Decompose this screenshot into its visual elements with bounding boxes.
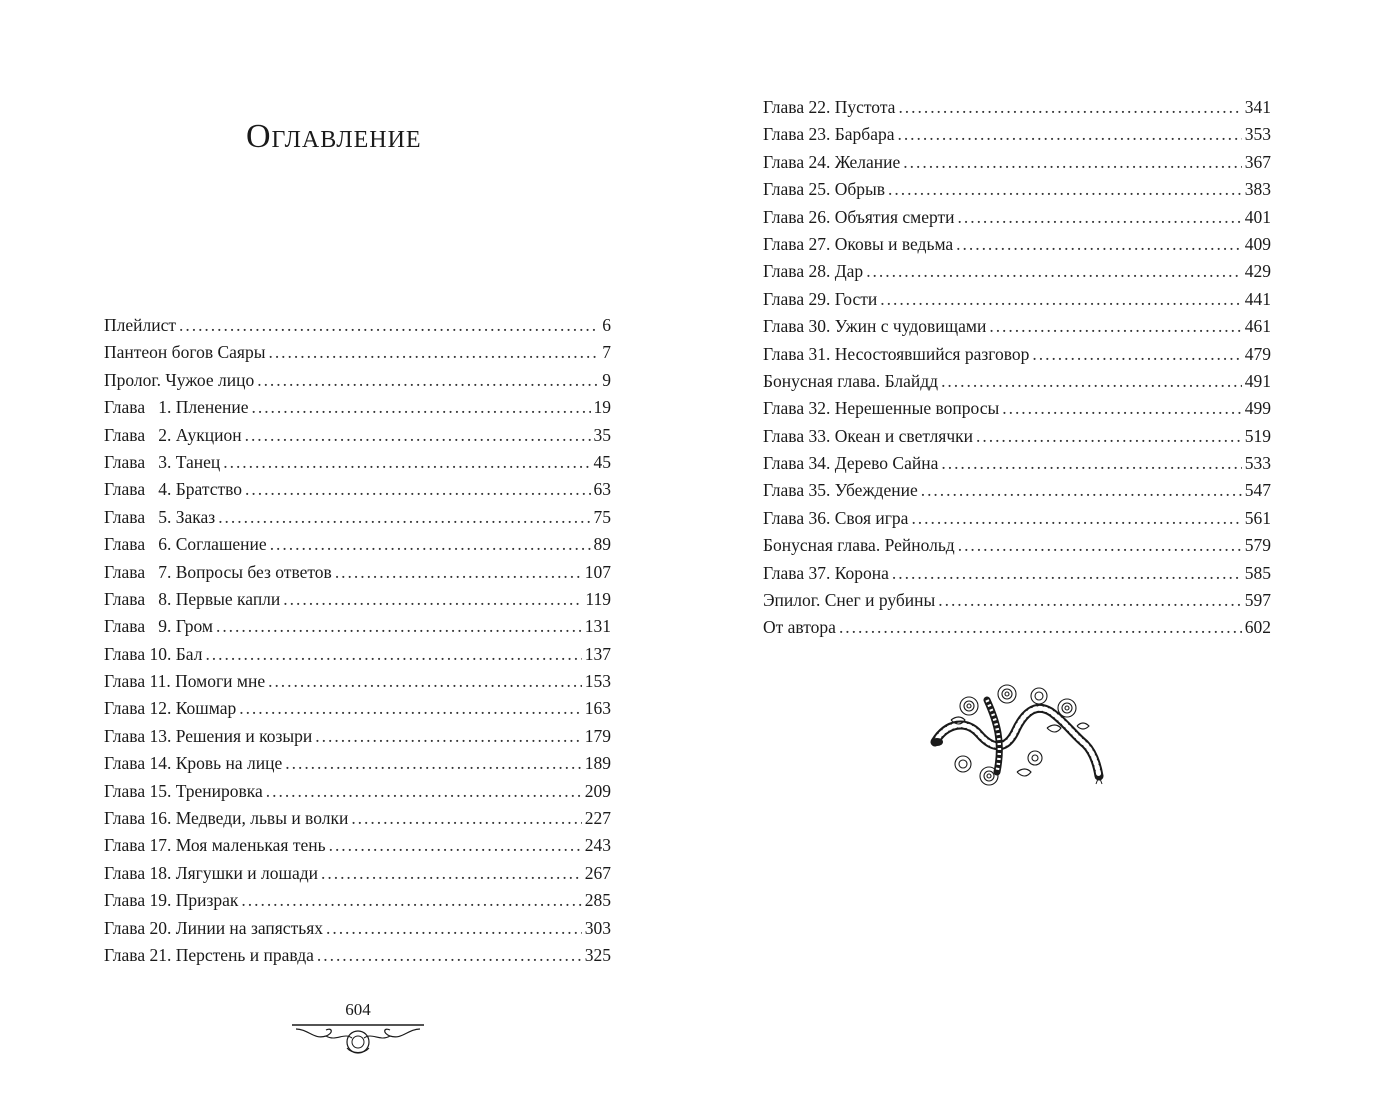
toc-entry-page: 89 <box>593 534 611 555</box>
toc-entry-page: 19 <box>593 397 611 418</box>
toc-entry-page: 45 <box>593 451 611 472</box>
toc-entry-title: Глава 28. Дар <box>763 261 864 282</box>
toc-entry <box>104 586 611 613</box>
toc-entry-title: Глава 30. Ужин с чудовищами <box>763 316 987 337</box>
toc-entry-page: 107 <box>584 561 611 582</box>
toc-entry <box>763 341 1271 368</box>
dot-leader <box>903 149 1241 176</box>
toc-entry-title: Глава 24. Желание <box>763 151 901 172</box>
toc-entry-page: 341 <box>1244 97 1271 117</box>
toc-entry <box>763 231 1271 258</box>
toc-entry-title: Глава 33. Океан и светлячки <box>763 425 974 446</box>
toc-entry-title: Глава 23. Барбара <box>763 124 895 145</box>
dot-leader <box>329 832 582 859</box>
toc-entry <box>104 394 611 421</box>
dot-leader <box>179 312 599 339</box>
dot-leader <box>268 339 599 366</box>
toc-entry-page: 137 <box>584 643 611 664</box>
toc-entry <box>104 805 611 832</box>
toc-entry-title: Глава 22. Пустота <box>763 97 896 117</box>
dot-leader <box>888 176 1242 203</box>
toc-entry-page: 491 <box>1244 370 1271 391</box>
toc-entry-title: От автора <box>763 617 836 638</box>
toc-entry-page: 209 <box>584 780 611 801</box>
toc-entry-title: Глава 8. Первые капли <box>104 588 281 609</box>
toc-entry-title: Глава 17. Моя маленькая тень <box>104 835 326 856</box>
toc-entry-page: 367 <box>1244 151 1271 172</box>
toc-entry <box>104 723 611 750</box>
dot-leader <box>285 750 581 777</box>
toc-entry-page: 285 <box>584 890 611 911</box>
toc-entry <box>763 587 1271 614</box>
toc-entry-title: Пролог. Чужое лицо <box>104 369 255 390</box>
toc-entry <box>104 832 611 859</box>
toc-entry <box>763 368 1271 395</box>
dot-leader <box>239 695 582 722</box>
toc-entry <box>104 422 611 449</box>
toc-entry-page: 325 <box>584 944 611 965</box>
dot-leader <box>989 313 1241 340</box>
dot-leader <box>958 204 1242 231</box>
toc-entry-title: Глава 6. Соглашение <box>104 534 267 555</box>
toc-entry-title: Глава 19. Призрак <box>104 890 239 911</box>
toc-entry-title: Бонусная глава. Блайдд <box>763 370 939 391</box>
dot-leader <box>326 915 582 942</box>
dot-leader <box>897 121 1241 148</box>
toc-entry-page: 401 <box>1244 206 1271 227</box>
toc-entry <box>763 532 1271 559</box>
toc-entry <box>104 750 611 777</box>
toc-entry <box>104 641 611 668</box>
toc-entry <box>763 477 1271 504</box>
toc-entry <box>763 395 1271 422</box>
dot-leader <box>283 586 582 613</box>
dot-leader <box>941 450 1241 477</box>
toc-entry-page: 227 <box>584 808 611 829</box>
dot-leader <box>315 723 581 750</box>
toc-entry-page: 409 <box>1244 233 1271 254</box>
dot-leader <box>223 449 590 476</box>
toc-entry <box>104 887 611 914</box>
toc-entry-page: 499 <box>1244 398 1271 419</box>
dot-leader <box>938 587 1242 614</box>
toc-entry-page: 63 <box>593 479 611 500</box>
toc-entry <box>104 449 611 476</box>
toc-entry-title: Глава 29. Гости <box>763 288 878 309</box>
toc-entry <box>763 121 1271 148</box>
snake-rose-ornament-icon <box>927 672 1107 792</box>
dot-leader <box>317 942 582 969</box>
toc-entry <box>104 778 611 805</box>
toc-entry-title: Глава 21. Перстень и правда <box>104 944 314 965</box>
toc-entry-title: Бонусная глава. Рейнольд <box>763 535 955 556</box>
right-page <box>687 0 1374 1109</box>
toc-entry-page: 602 <box>1244 617 1271 638</box>
dot-leader <box>976 423 1242 450</box>
toc-entry <box>763 149 1271 176</box>
toc-entry-page: 179 <box>584 725 611 746</box>
toc-entry-page: 35 <box>593 424 611 445</box>
toc-entry <box>104 668 611 695</box>
toc-entry-title: Глава 18. Лягушки и лошади <box>104 862 319 883</box>
dot-leader <box>956 231 1242 258</box>
dot-leader <box>880 286 1241 313</box>
dot-leader <box>266 778 582 805</box>
toc-entry-page: 353 <box>1244 124 1271 145</box>
toc-entry <box>763 423 1271 450</box>
toc-entry-page: 533 <box>1244 453 1271 474</box>
toc-entry-title: Глава 31. Несостоявшийся разговор <box>763 343 1030 364</box>
toc-entry-title: Глава 12. Кошмар <box>104 698 237 719</box>
toc-list-left <box>104 312 611 969</box>
toc-entry <box>104 476 611 503</box>
toc-entry-page: 119 <box>585 588 611 609</box>
dot-leader <box>1032 341 1241 368</box>
toc-entry-page: 9 <box>602 369 611 390</box>
dot-leader <box>958 532 1242 559</box>
dot-leader <box>257 367 599 394</box>
toc-entry-page: 561 <box>1244 507 1271 528</box>
toc-entry-page: 597 <box>1244 590 1271 611</box>
dot-leader <box>241 887 581 914</box>
dot-leader <box>216 613 582 640</box>
toc-entry-page: 519 <box>1244 425 1271 446</box>
dot-leader <box>268 668 582 695</box>
toc-entry <box>104 367 611 394</box>
dot-leader <box>218 504 590 531</box>
dot-leader <box>898 94 1241 121</box>
dot-leader <box>252 394 591 421</box>
toc-entry-page: 163 <box>584 698 611 719</box>
toc-entry-page: 153 <box>584 671 611 692</box>
toc-entry-title: Глава 3. Танец <box>104 451 221 472</box>
dot-leader <box>921 477 1242 504</box>
dot-leader <box>245 476 590 503</box>
toc-entry-title: Глава 11. Помоги мне <box>104 671 266 692</box>
toc-entry-title: Глава 32. Нерешенные вопросы <box>763 398 1000 419</box>
toc-entry <box>763 560 1271 587</box>
toc-entry <box>763 204 1271 231</box>
toc-entry <box>104 915 611 942</box>
toc-entry-page: 6 <box>602 315 611 335</box>
toc-entry-title: Плейлист <box>104 315 177 335</box>
page-title: Оглавление <box>246 118 422 155</box>
toc-entry-title: Глава 27. Оковы и ведьма <box>763 233 954 254</box>
toc-entry-page: 585 <box>1244 562 1271 583</box>
toc-entry-title: Глава 14. Кровь на лице <box>104 753 283 774</box>
toc-entry <box>763 313 1271 340</box>
toc-entry-title: Глава 26. Объятия смерти <box>763 206 955 227</box>
dot-leader <box>270 531 591 558</box>
toc-entry <box>763 450 1271 477</box>
toc-entry-page: 429 <box>1244 261 1271 282</box>
toc-entry-title: Глава 7. Вопросы без ответов <box>104 561 332 582</box>
dot-leader <box>941 368 1242 395</box>
toc-entry <box>104 531 611 558</box>
toc-entry-title: Глава 1. Пленение <box>104 397 249 418</box>
toc-entry-page: 383 <box>1244 179 1271 200</box>
toc-entry <box>104 339 611 366</box>
toc-entry-page: 303 <box>584 917 611 938</box>
toc-entry-title: Глава 34. Дерево Сайна <box>763 453 939 474</box>
toc-entry-title: Глава 9. Гром <box>104 616 213 637</box>
toc-entry-page: 7 <box>602 342 611 363</box>
dot-leader <box>866 258 1242 285</box>
toc-entry <box>763 94 1271 121</box>
dot-leader <box>839 614 1242 641</box>
dot-leader <box>351 805 581 832</box>
flourish-ornament-icon <box>292 1022 424 1056</box>
toc-entry-page: 189 <box>584 753 611 774</box>
toc-entry-page: 461 <box>1244 316 1271 337</box>
toc-entry-page: 243 <box>584 835 611 856</box>
toc-entry <box>763 286 1271 313</box>
toc-entry-title: Глава 16. Медведи, львы и волки <box>104 808 349 829</box>
dot-leader <box>245 422 591 449</box>
toc-entry-title: Глава 4. Братство <box>104 479 243 500</box>
toc-entry-title: Эпилог. Снег и рубины <box>763 590 936 611</box>
toc-entry-page: 75 <box>593 506 611 527</box>
toc-entry <box>104 613 611 640</box>
toc-entry <box>763 176 1271 203</box>
toc-entry <box>763 614 1271 641</box>
toc-entry-title: Глава 36. Своя игра <box>763 507 909 528</box>
toc-entry-page: 267 <box>584 862 611 883</box>
toc-entry-page: 547 <box>1244 480 1271 501</box>
toc-entry <box>104 695 611 722</box>
toc-entry-page: 131 <box>584 616 611 637</box>
toc-entry <box>104 559 611 586</box>
toc-entry-title: Глава 13. Решения и козыри <box>104 725 313 746</box>
toc-entry-page: 579 <box>1244 535 1271 556</box>
toc-entry-title: Пантеон богов Саяры <box>104 342 266 363</box>
toc-list-right <box>763 94 1271 642</box>
toc-entry-page: 441 <box>1244 288 1271 309</box>
dot-leader <box>335 559 582 586</box>
toc-entry-page: 479 <box>1244 343 1271 364</box>
toc-entry <box>104 942 611 969</box>
toc-entry-title: Глава 5. Заказ <box>104 506 216 527</box>
page-number: 604 <box>345 1000 371 1019</box>
toc-entry-title: Глава 10. Бал <box>104 643 203 664</box>
toc-entry-title: Глава 25. Обрыв <box>763 179 886 200</box>
dot-leader <box>205 641 581 668</box>
dot-leader <box>892 560 1242 587</box>
toc-entry <box>104 312 611 339</box>
dot-leader <box>911 505 1241 532</box>
toc-entry-title: Глава 2. Аукцион <box>104 424 242 445</box>
toc-entry <box>104 504 611 531</box>
toc-entry <box>763 258 1271 285</box>
toc-entry-title: Глава 15. Тренировка <box>104 780 263 801</box>
toc-entry-title: Глава 37. Корона <box>763 562 889 583</box>
dot-leader <box>321 860 582 887</box>
toc-entry <box>763 505 1271 532</box>
toc-entry <box>104 860 611 887</box>
dot-leader <box>1002 395 1242 422</box>
toc-entry-title: Глава 20. Линии на запястьях <box>104 917 323 938</box>
toc-entry-title: Глава 35. Убеждение <box>763 480 918 501</box>
